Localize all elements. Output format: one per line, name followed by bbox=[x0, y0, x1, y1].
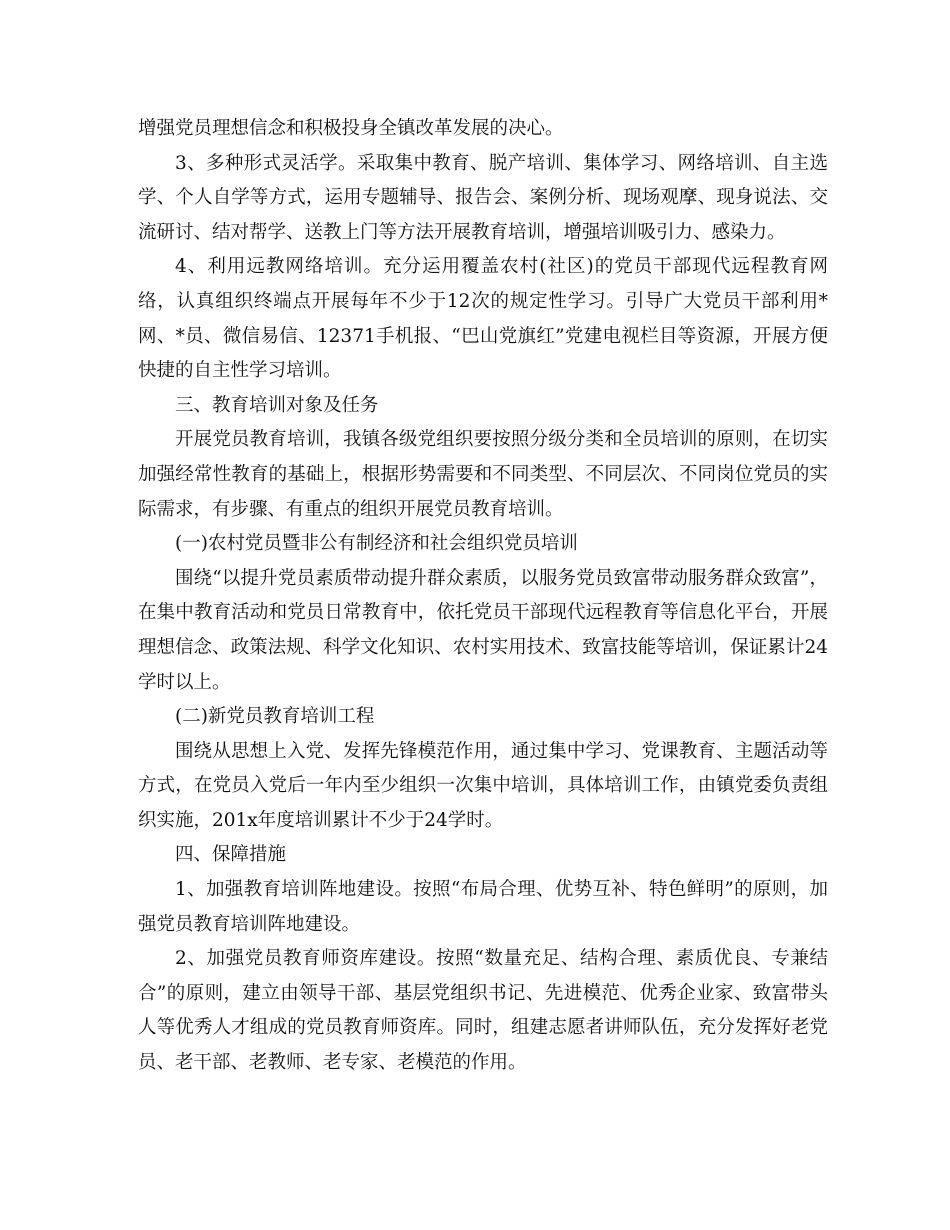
paragraph-item-4: 4、利用远教网络培训。充分运用覆盖农村(社区)的党员干部现代远程教育网络，认真组织终端点开展每年不少于12次的规定性学习。引导广大党员干部利用*网、*员、微信易信、12371手机报、“巴山党旗红”党建电视栏目等资源，开展方便快捷的自主性学习培训。 bbox=[138, 256, 828, 382]
paragraph-measure-1: 1、加强教育培训阵地建设。按照“布局合理、优势互补、特色鲜明”的原则，加强党员教育培训阵地建设。 bbox=[138, 879, 828, 935]
paragraph-subsection-2: 围绕从思想上入党、发挥先锋模范作用，通过集中学习、党课教育、主题活动等方式，在党员入党后一年内至少组织一次集中培训，具体培训工作，由镇党委负责组织实施，201x年度培训累计不少于24学时。 bbox=[138, 740, 828, 831]
paragraph-measure-2: 2、加强党员教育师资库建设。按照“数量充足、结构合理、素质优良、专兼结合”的原则，建立由领导干部、基层党组织书记、先进模范、优秀企业家、致富带头人等优秀人才组成的党员教育师资库。同时，组建志愿者讲师队伍，充分发挥好老党员、老干部、老教师、老专家、老模范的作用。 bbox=[138, 948, 828, 1074]
paragraph-item-3: 3、多种形式灵活学。采取集中教育、脱产培训、集体学习、网络培训、自主选学、个人自学等方式，运用专题辅导、报告会、案例分析、现场观摩、现身说法、交流研讨、结对帮学、送教上门等方法开展教育培训，增强培训吸引力、感染力。 bbox=[138, 152, 828, 243]
section-heading-3: 三、教育培训对象及任务 bbox=[175, 394, 379, 416]
subsection-heading-2: (二)新党员教育培训工程 bbox=[175, 706, 375, 728]
paragraph-subsection-1: 围绕“以提升党员素质带动提升群众素质，以服务党员致富带动服务群众致富”，在集中教育活动和党员日常教育中，依托党员干部现代远程教育等信息化平台，开展理想信念、政策法规、科学文化知识、农村实用技术、致富技能等培训，保证累计24学时以上。 bbox=[138, 567, 828, 693]
document-body bbox=[138, 112, 828, 1081]
subsection-heading-1: (一)农村党员暨非公有制经济和社会组织党员培训 bbox=[175, 533, 578, 555]
paragraph-continuation: 增强党员理想信念和积极投身全镇改革发展的决心。 bbox=[138, 118, 564, 139]
paragraph-section-3-intro: 开展党员教育培训，我镇各级党组织要按照分级分类和全员培训的原则，在切实加强经常性教育的基础上，根据形势需要和不同类型、不同层次、不同岗位党员的实际需求，有步骤、有重点的组织开展党员教育培训。 bbox=[138, 429, 828, 520]
section-heading-4: 四、保障措施 bbox=[175, 844, 287, 866]
